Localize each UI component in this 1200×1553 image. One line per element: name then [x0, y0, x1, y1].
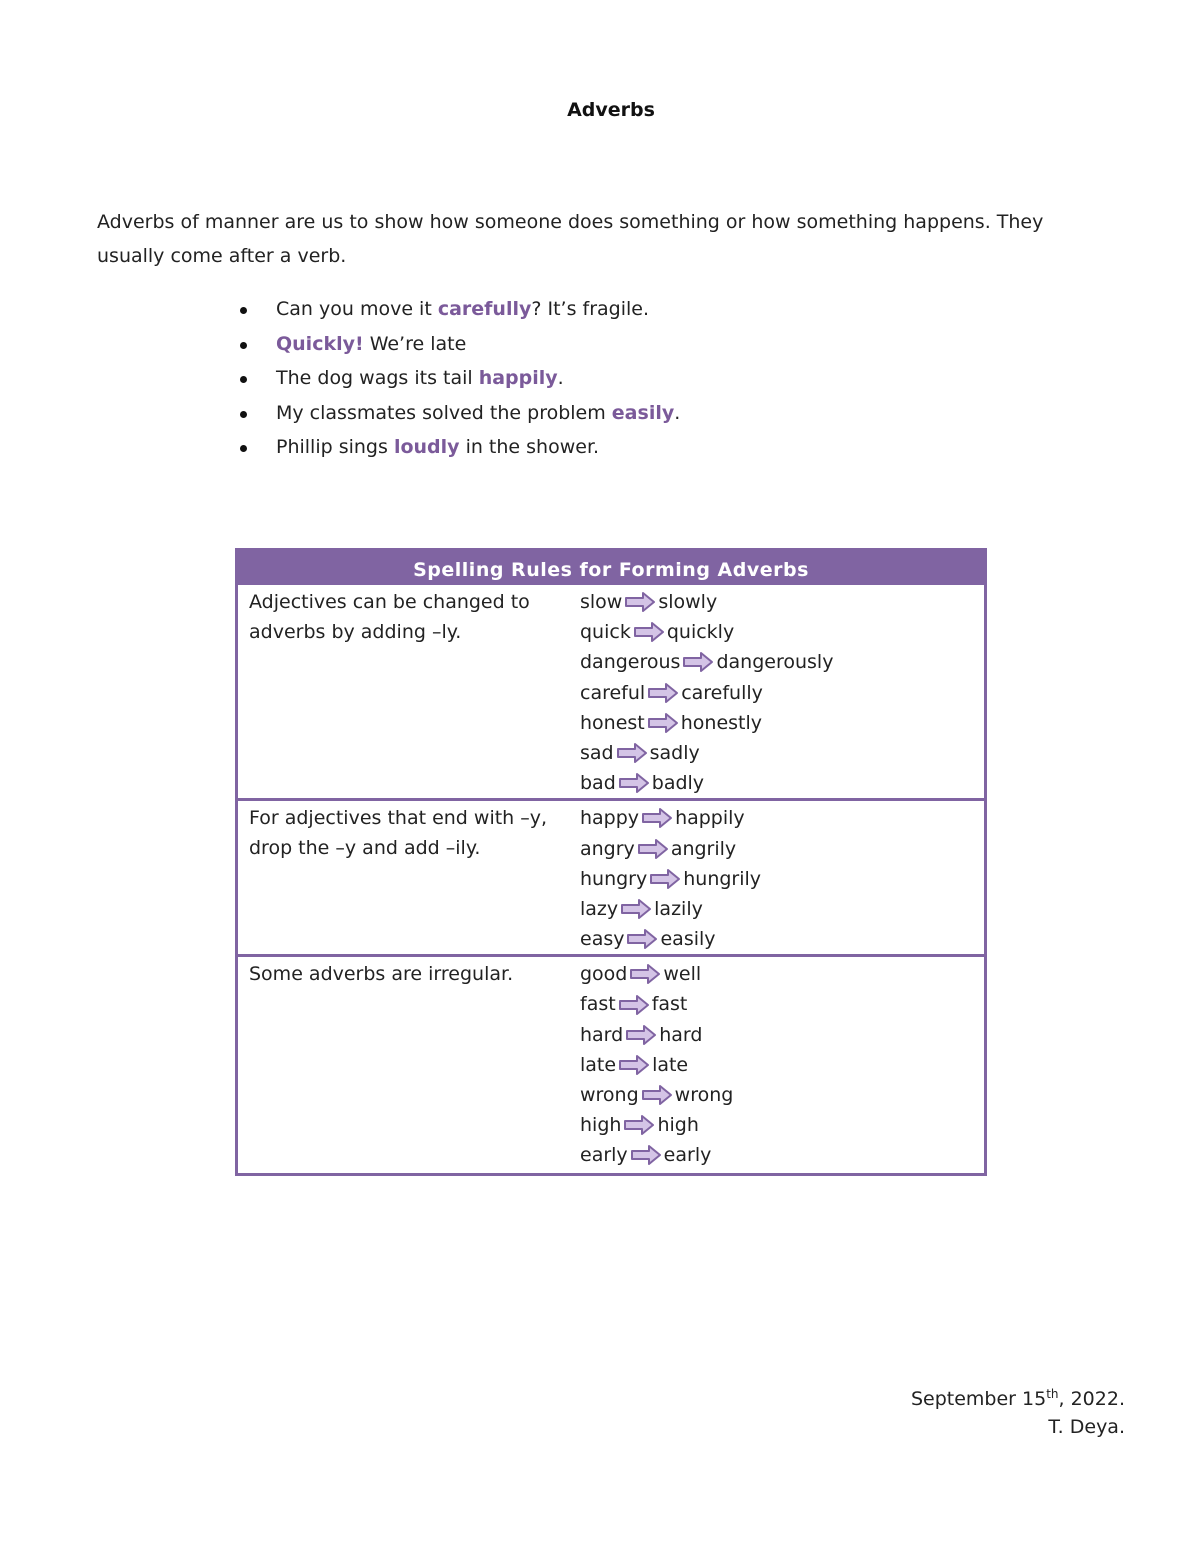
table-body: [238, 585, 984, 1173]
adjective-word: angry: [580, 837, 635, 860]
adverb-word: lazily: [654, 897, 703, 920]
rule-examples: [580, 585, 984, 798]
adverb-word: badly: [651, 772, 705, 795]
adverb-word: hungrily: [683, 867, 762, 890]
adjective-adverb-pair: [580, 708, 984, 738]
right-arrow-icon: [626, 928, 658, 950]
list-item: Quickly! We’re late: [240, 327, 680, 362]
adjective-word: lazy: [580, 897, 619, 920]
right-arrow-icon: [649, 868, 681, 890]
intro-paragraph: Adverbs of manner are us to show how someone does something or how something happens. They usually come after a verb.: [97, 211, 1044, 267]
adjective-adverb-pair: [580, 864, 984, 894]
adjective-word: fast: [580, 993, 616, 1016]
adverb-word: easily: [660, 928, 716, 951]
adjective-adverb-pair: [580, 647, 984, 677]
adjective-word: good: [580, 963, 628, 986]
right-arrow-icon: [682, 651, 714, 673]
right-arrow-icon: [616, 742, 648, 764]
table-row: [238, 798, 984, 954]
adverb-highlight: Quickly!: [276, 332, 364, 355]
right-arrow-icon: [633, 621, 665, 643]
adjective-adverb-pair: [580, 1020, 984, 1050]
adjective-adverb-pair: [580, 1050, 984, 1080]
adjective-word: late: [580, 1053, 617, 1076]
adverb-highlight: easily: [611, 401, 675, 424]
right-arrow-icon: [625, 1024, 657, 1046]
adverb-word: hard: [659, 1023, 703, 1046]
adjective-word: high: [580, 1114, 622, 1137]
adverb-highlight: loudly: [393, 436, 460, 459]
list-item: Can you move it carefully? It’s fragile.: [240, 292, 680, 327]
adjective-adverb-pair: [580, 1140, 984, 1170]
rule-description: For adjectives that end with –y, drop the –y and add –ily.: [249, 807, 548, 860]
adjective-adverb-pair: [580, 834, 984, 864]
adverb-word: well: [663, 963, 702, 986]
right-arrow-icon: [618, 1054, 650, 1076]
adverb-word: fast: [651, 993, 688, 1016]
page-title: Adverbs: [567, 99, 655, 121]
right-arrow-icon: [637, 838, 669, 860]
adverb-word: high: [657, 1114, 699, 1137]
author-name: T. Deya.: [1048, 1416, 1125, 1438]
adverb-word: dangerously: [716, 651, 834, 674]
right-arrow-icon: [647, 712, 679, 734]
rule-examples: [580, 957, 984, 1170]
adjective-word: easy: [580, 928, 625, 951]
adverb-word: sadly: [649, 741, 700, 764]
right-arrow-icon: [647, 682, 679, 704]
adjective-adverb-pair: [580, 738, 984, 768]
adverb-word: slowly: [658, 591, 718, 613]
adverb-word: happily: [675, 807, 745, 830]
adjective-adverb-pair: [580, 1080, 984, 1110]
rule-examples: [580, 801, 984, 954]
signature-block: [911, 1385, 1125, 1441]
adverb-word: honestly: [680, 711, 763, 734]
adjective-adverb-pair: [580, 959, 984, 989]
adjective-word: slow: [580, 591, 623, 613]
right-arrow-icon: [629, 963, 661, 985]
adjective-adverb-pair: [580, 924, 984, 954]
adjective-word: early: [580, 1144, 628, 1167]
table-header: Spelling Rules for Forming Adverbs: [238, 551, 984, 585]
adjective-adverb-pair: [580, 803, 984, 833]
adjective-adverb-pair: [580, 587, 984, 617]
right-arrow-icon: [624, 591, 656, 613]
list-item: Phillip sings loudly in the shower.: [240, 430, 680, 465]
table-row: [238, 954, 984, 1172]
rule-description: Some adverbs are irregular.: [249, 963, 514, 986]
date-line: September 15th, 2022.: [910, 1387, 1125, 1410]
right-arrow-icon: [620, 898, 652, 920]
adjective-adverb-pair: [580, 1110, 984, 1140]
adjective-word: careful: [580, 681, 646, 704]
adjective-word: hard: [580, 1023, 624, 1046]
adjective-word: hungry: [580, 867, 648, 890]
right-arrow-icon: [618, 772, 650, 794]
rule-description: Adjectives can be changed to adverbs by adding –ly.: [249, 591, 530, 643]
adverb-word: wrong: [674, 1084, 734, 1106]
list-item: My classmates solved the problem easily.: [240, 396, 680, 431]
adjective-word: happy: [580, 807, 640, 830]
table-row: [238, 585, 984, 798]
adjective-adverb-pair: [580, 768, 984, 798]
adverb-word: early: [663, 1144, 712, 1167]
adverb-highlight: carefully: [437, 298, 532, 320]
adverb-highlight: happily: [478, 367, 558, 390]
right-arrow-icon: [618, 994, 650, 1016]
right-arrow-icon: [630, 1144, 662, 1166]
adjective-word: bad: [580, 772, 616, 795]
right-arrow-icon: [623, 1114, 655, 1136]
example-list: [240, 292, 680, 465]
adjective-adverb-pair: [580, 678, 984, 708]
adverb-word: quickly: [666, 621, 735, 644]
adjective-adverb-pair: [580, 894, 984, 924]
adverb-word: angrily: [670, 837, 737, 860]
adjective-word: wrong: [580, 1084, 639, 1106]
adverb-word: late: [652, 1053, 689, 1076]
right-arrow-icon: [641, 807, 673, 829]
adjective-adverb-pair: [580, 617, 984, 647]
adjective-adverb-pair: [580, 989, 984, 1019]
right-arrow-icon: [641, 1084, 673, 1106]
adjective-word: dangerous: [580, 651, 681, 674]
adjective-word: honest: [580, 711, 645, 734]
list-item: The dog wags its tail happily.: [240, 361, 680, 396]
spelling-rules-table: [235, 548, 987, 1176]
adjective-word: sad: [580, 741, 614, 764]
adjective-word: quick: [580, 621, 631, 644]
adverb-word: carefully: [681, 681, 763, 704]
